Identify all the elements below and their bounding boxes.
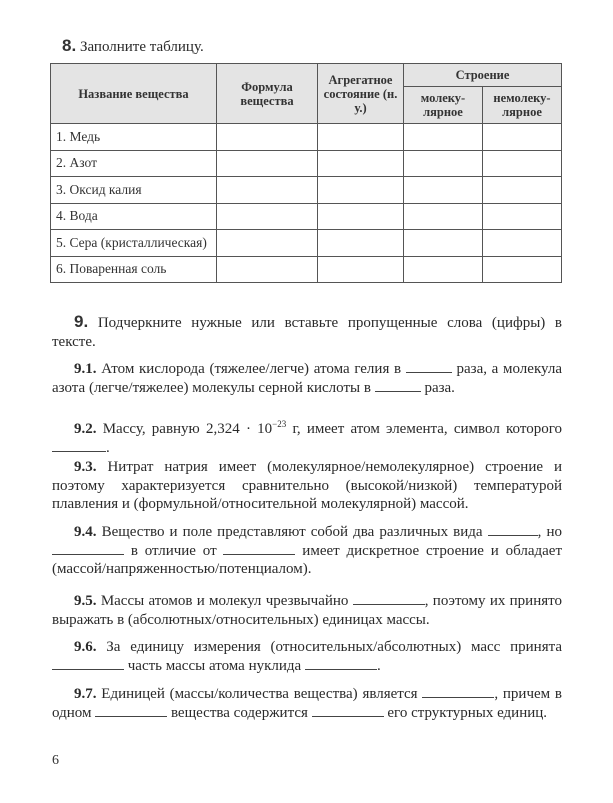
item-text: , [537,524,542,540]
aggregate-state-cell[interactable] [318,124,404,151]
item-9-5 [52,592,562,629]
answer-blank[interactable] [353,592,425,605]
item-text: имеет дискретное строение и обладает (массой/напряженностью/потенциалом). [52,542,563,577]
item-text: г, имеет атом элемента, символ которого [292,421,562,437]
header-formula: Формула вещества [217,64,318,124]
exponent: −23 [272,419,287,429]
answer-blank[interactable] [52,439,106,452]
item-label: 9.2. [74,421,97,437]
answer-blank[interactable] [488,523,538,536]
substance-name-cell: 4. Вода [51,203,217,230]
item-9-1 [52,360,562,397]
answer-blank[interactable] [95,704,167,717]
item-label: 9.1. [74,361,97,377]
answer-blank[interactable] [52,542,124,555]
item-text: Нитрат натрия имеет (молекулярное/немолекулярное) строение и поэтому характеризуется сравнительно (высокой/низкой) температурой плавления и (формульной/относительной молекулярной) массой. [52,459,562,512]
formula-cell[interactable] [217,230,318,257]
formula-cell[interactable] [217,256,318,283]
item-label: 9.4. [74,524,97,540]
item-9-7 [52,685,562,722]
header-molecular: молеку-лярное [404,87,483,124]
answer-blank[interactable] [375,379,421,392]
molecular-cell[interactable] [404,230,483,257]
item-text: часть массы атома нуклида [127,657,302,674]
item-text: его структурных единиц. [387,704,548,721]
aggregate-state-cell[interactable] [318,150,404,177]
task-9-number: 9. [74,312,89,331]
aggregate-state-cell[interactable] [318,256,404,283]
item-text: раза. [424,379,455,396]
substance-name-cell: 1. Медь [51,124,217,151]
item-9-6 [52,638,562,675]
task-9-heading [52,313,562,351]
item-text: За единицу измерения (относительных/абсолютных) масс принята [106,639,563,655]
task-8-instruction: Заполните таблицу. [79,39,204,55]
aggregate-state-cell[interactable] [318,230,404,257]
answer-blank[interactable] [406,360,452,373]
molecular-cell[interactable] [404,177,483,204]
item-text: . [106,439,110,456]
table-row [51,177,562,204]
item-label: 9.6. [74,639,97,655]
table-row [51,203,562,230]
item-label: 9.5. [74,593,97,609]
table-row [51,124,562,151]
task-9-instruction: Подчеркните нужные или вставьте пропущенные слова (цифры) в тексте. [52,315,562,350]
item-text: , причем в одном [52,686,562,721]
answer-blank[interactable] [422,685,494,698]
nonmolecular-cell[interactable] [483,124,562,151]
task-8-heading [62,36,204,56]
item-text: , поэтому их принято выражать в (абсолютных/относительных) единицах массы. [52,593,562,628]
item-text: Атом кислорода (тяжелее/легче) атома гелия в [101,361,402,377]
header-aggregate-state: Агрегатное состояние (н. у.) [318,64,404,124]
answer-blank[interactable] [305,657,377,670]
item-9-3 [52,458,562,514]
nonmolecular-cell[interactable] [483,230,562,257]
table-row [51,150,562,177]
item-text: Единицей (массы/количества вещества) является [101,686,418,702]
answer-blank[interactable] [223,542,295,555]
nonmolecular-cell[interactable] [483,256,562,283]
item-9-4 [52,523,562,579]
item-text: Массу, равную 2,324 · 10 [102,421,273,437]
table-row [51,256,562,283]
header-substance-name: Название вещества [51,64,217,124]
item-text: но [546,524,562,540]
item-9-2 [52,415,562,457]
answer-blank[interactable] [312,704,384,717]
substance-name-cell: 5. Сера (кристаллическая) [51,230,217,257]
formula-cell[interactable] [217,150,318,177]
nonmolecular-cell[interactable] [483,150,562,177]
molecular-cell[interactable] [404,150,483,177]
item-label: 9.7. [74,686,97,702]
nonmolecular-cell[interactable] [483,203,562,230]
formula-cell[interactable] [217,177,318,204]
item-text: . [376,657,381,674]
task-8-number: 8. [62,36,77,55]
item-text: вещества содержится [170,704,308,721]
item-text: Массы атомов и молекул чрезвычайно [100,593,349,609]
header-structure: Строение [404,64,562,87]
item-text: в отличие от [130,542,217,559]
aggregate-state-cell[interactable] [318,203,404,230]
table-row [51,230,562,257]
formula-cell[interactable] [217,203,318,230]
item-label: 9.3. [74,459,97,475]
nonmolecular-cell[interactable] [483,177,562,204]
header-nonmolecular: немолеку-лярное [483,87,562,124]
formula-cell[interactable] [217,124,318,151]
molecular-cell[interactable] [404,124,483,151]
item-text: Вещество и поле представляют собой два различных вида [101,524,483,540]
item-text: раза, а молекула азота (легче/тяжелее) молекулы серной кислоты в [52,361,562,396]
page-number: 6 [52,753,59,768]
answer-blank[interactable] [52,657,124,670]
substance-name-cell: 3. Оксид калия [51,177,217,204]
substances-table [50,63,562,283]
substance-name-cell: 6. Поваренная соль [51,256,217,283]
molecular-cell[interactable] [404,203,483,230]
aggregate-state-cell[interactable] [318,177,404,204]
substance-name-cell: 2. Азот [51,150,217,177]
molecular-cell[interactable] [404,256,483,283]
